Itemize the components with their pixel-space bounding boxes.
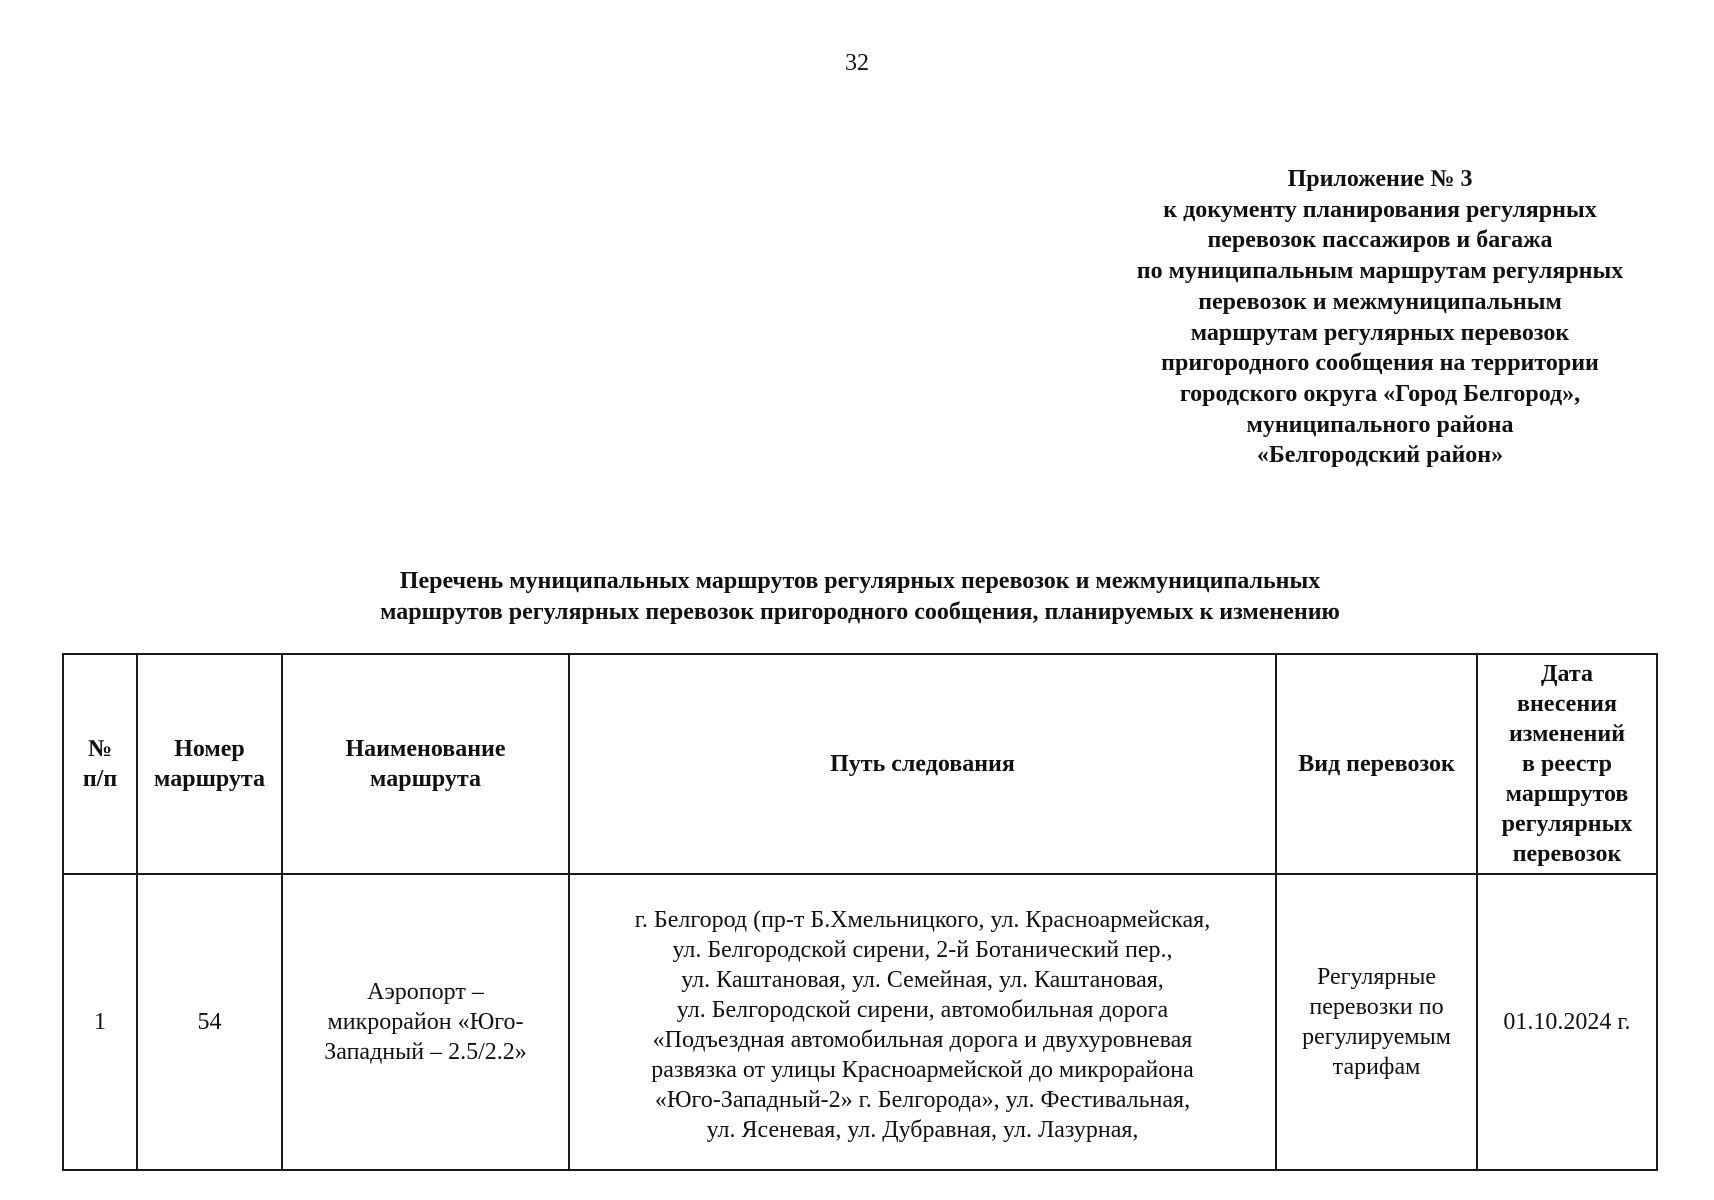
header-transport-type: Вид перевозок [1276, 654, 1477, 874]
cell-route-number: 54 [137, 874, 282, 1170]
appendix-line: перевозок и межмуниципальным [1198, 288, 1562, 315]
document-title [230, 566, 1490, 628]
appendix-line: городского округа «Город Белгород», [1179, 380, 1581, 407]
appendix-line: Приложение № 3 [1287, 166, 1473, 192]
appendix-heading [1070, 164, 1690, 471]
table-header-row [63, 654, 1657, 874]
appendix-line: муниципального района [1246, 411, 1514, 438]
appendix-line: «Белгородский район» [1256, 442, 1504, 469]
cell-num: 1 [63, 874, 137, 1170]
cell-transport-type: Регулярные перевозки по регулируемым тарифам [1276, 874, 1477, 1170]
page-number: 32 [845, 50, 869, 76]
document-title-line: маршрутов регулярных перевозок пригородного сообщения, планируемых к изменению [380, 599, 1340, 625]
header-route-name: Наименование маршрута [282, 654, 569, 874]
appendix-line: перевозок пассажиров и багажа [1207, 227, 1553, 254]
table-row [63, 874, 1657, 1170]
cell-route-path: г. Белгород (пр-т Б.Хмельницкого, ул. Красноармейская, ул. Белгородской сирени, 2-й Ботанический пер., ул. Каштановая, ул. Семейная, ул. Каштановая, ул. Белгородской сирени, автомобильная дорога «Подъездная автомобильная дорога и двухуровневая развязка от улицы Красноармейской до микрорайона «Юго-Западный-2» г. Белгорода», ул. Фестивальная, ул. Ясеневая, ул. Дубравная, ул. Лазурная, [569, 874, 1276, 1170]
appendix-line: маршрутам регулярных перевозок [1190, 319, 1570, 346]
appendix-line: к документу планирования регулярных [1163, 196, 1597, 223]
header-route-path: Путь следования [569, 654, 1276, 874]
header-num: № п/п [63, 654, 137, 874]
routes-table [62, 653, 1658, 1171]
header-route-number: Номер маршрута [137, 654, 282, 874]
cell-change-date: 01.10.2024 г. [1477, 874, 1657, 1170]
document-title-line: Перечень муниципальных маршрутов регулярных перевозок и межмуниципальных [399, 568, 1321, 594]
header-change-date: Дата внесения изменений в реестр маршрутов регулярных перевозок [1477, 654, 1657, 874]
cell-route-name: Аэропорт – микрорайон «Юго- Западный – 2.5/2.2» [282, 874, 569, 1170]
appendix-line: пригородного сообщения на территории [1161, 350, 1599, 377]
appendix-line: по муниципальным маршрутам регулярных [1136, 258, 1624, 285]
